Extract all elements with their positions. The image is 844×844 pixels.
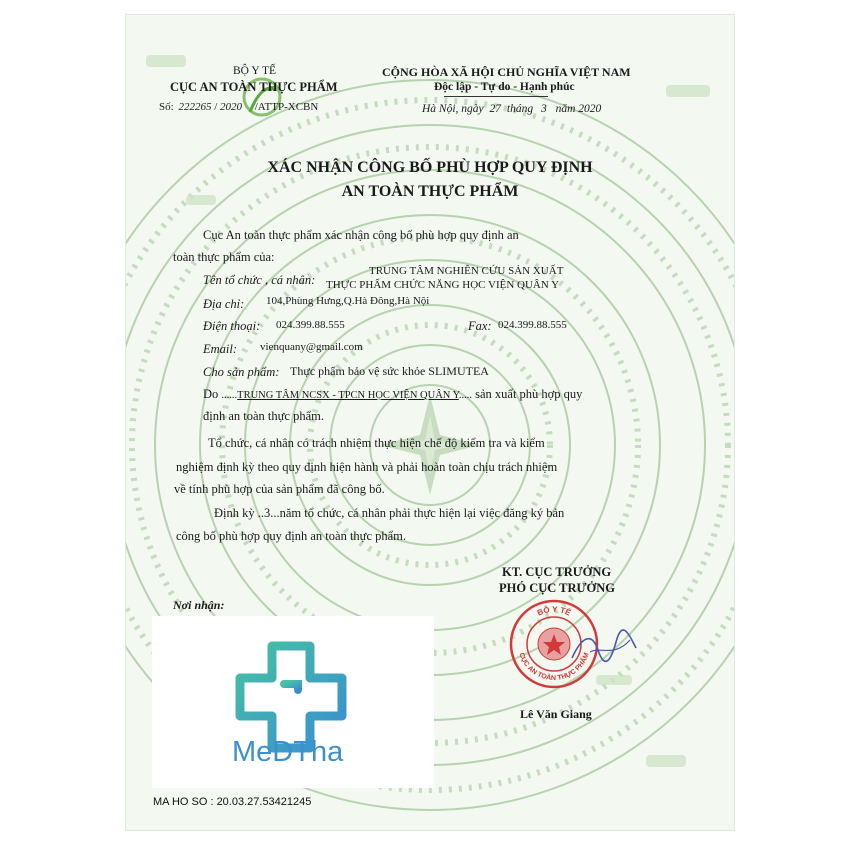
org-label: Tên tổ chức , cá nhân: bbox=[203, 273, 316, 287]
address-value: 104,Phùng Hưng,Q.Hà Đông,Hà Nội bbox=[266, 295, 430, 307]
product-label: Cho sản phẩm: bbox=[203, 365, 280, 379]
handwritten-signature bbox=[570, 628, 640, 668]
country-name: CỘNG HÒA XÃ HỘI CHỦ NGHĨA VIỆT NAM bbox=[382, 65, 631, 79]
producer-line-2: định an toàn thực phẩm. bbox=[203, 409, 324, 423]
org-name-line1: TRUNG TÂM NGHIÊN CỨU SẢN XUẤT bbox=[369, 265, 564, 277]
responsibility-line-2: nghiệm định kỳ theo quy định hiện hành và phải hoàn toàn chịu trách nhiệm bbox=[176, 460, 558, 474]
document-title-line2: AN TOÀN THỰC PHẨM bbox=[341, 183, 519, 200]
ministry-name: BỘ Y TẾ bbox=[233, 65, 277, 77]
email-value: vienquany@gmail.com bbox=[260, 341, 363, 353]
signer-name: Lê Văn Giang bbox=[520, 707, 592, 721]
recipients-label: Nơi nhận: bbox=[173, 598, 225, 612]
phone-label: Điện thoại: bbox=[203, 319, 261, 333]
address-label: Địa chỉ: bbox=[203, 297, 245, 311]
responsibility-line-3: về tính phù hợp của sản phẩm đã công bố. bbox=[174, 482, 385, 496]
product-name: Thực phẩm bảo vệ sức khỏe SLIMUTEA bbox=[290, 364, 489, 378]
stamp-top-text: BỘ Y TẾ bbox=[535, 604, 573, 618]
signer-title-2: PHÓ CỤC TRƯỞNG bbox=[499, 581, 615, 595]
document-number: Số: 222265 / 2020 /ATTP-XCBN bbox=[159, 101, 319, 113]
intro-line-2: toàn thực phẩm của: bbox=[173, 250, 275, 264]
record-code: MA HO SO : 20.03.27.53421245 bbox=[153, 796, 312, 808]
intro-line-1: Cục An toàn thực phẩm xác nhận công bố phù hợp quy định an bbox=[203, 228, 519, 242]
medtha-logo-panel bbox=[152, 616, 434, 788]
motto-underline bbox=[444, 96, 548, 97]
renewal-period-line: Định kỳ ..3...năm tổ chức, cá nhân phải thực hiện lại việc đăng ký bản bbox=[214, 506, 565, 520]
responsibility-line-1: Tổ chức, cá nhân có trách nhiệm thực hiện chế độ kiểm tra và kiểm bbox=[208, 436, 545, 450]
national-motto: Độc lập - Tự do - Hạnh phúc bbox=[434, 81, 575, 93]
agency-name: CỤC AN TOÀN THỰC PHẨM bbox=[170, 80, 338, 94]
fax-label: Fax: bbox=[468, 319, 492, 333]
producer-line: Do ......TRUNG TÂM NCSX - TPCN HỌC VIỆN QUÂN Y..... sản xuất phù hợp quy bbox=[203, 387, 583, 401]
document-title-line1: XÁC NHẬN CÔNG BỐ PHÙ HỢP QUY ĐỊNH bbox=[267, 159, 593, 176]
svg-text:BỘ Y TẾ bbox=[536, 605, 573, 618]
medtha-wordmark: MeDTha bbox=[232, 736, 344, 768]
fax-value: 024.399.88.555 bbox=[498, 319, 567, 331]
org-name-line2: THỰC PHẨM CHỨC NĂNG HỌC VIỆN QUÂN Y bbox=[326, 279, 560, 291]
stamp-bottom-text: CỤC AN TOÀN THỰC PHẨM bbox=[517, 651, 591, 683]
phone-value: 024.399.88.555 bbox=[276, 319, 345, 331]
email-label: Email: bbox=[203, 342, 238, 356]
signer-title-1: KT. CỤC TRƯỞNG bbox=[502, 565, 612, 579]
renewal-period-line-2: công bố phù hợp quy định an toàn thực phẩm. bbox=[176, 529, 407, 543]
issue-date: Hà Nội, ngày 27 tháng 3 năm 2020 bbox=[422, 103, 602, 115]
